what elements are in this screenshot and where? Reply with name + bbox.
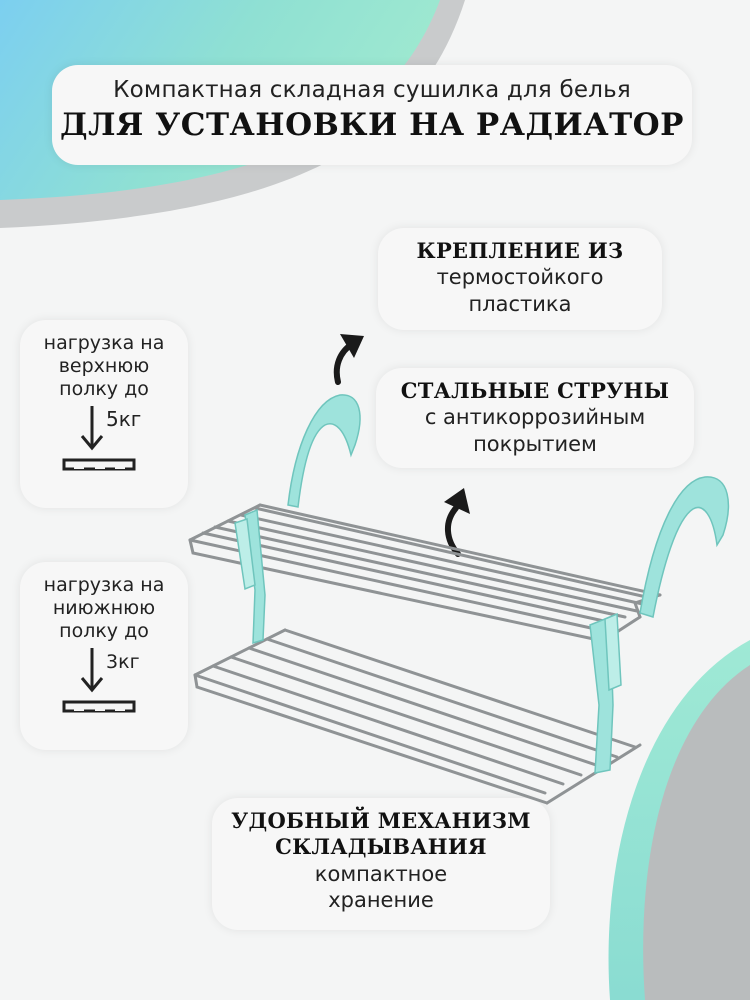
upper-load-weight: 5кг — [106, 407, 142, 432]
folding-title-2: СКЛАДЫВАНИЯ — [275, 834, 487, 860]
lower-load-weight: 3кг — [106, 651, 140, 674]
strings-line2: покрытием — [473, 431, 597, 456]
lower-load-line1: нагрузка на — [43, 574, 165, 596]
mounting-line1: термостойкого — [436, 265, 604, 290]
header-card — [52, 65, 692, 165]
right-plastic-frame — [590, 477, 728, 773]
header-subtitle: Компактная складная сушилка для белья — [113, 77, 631, 103]
upper-load-card — [20, 320, 188, 508]
mounting-feature-card — [378, 228, 662, 330]
weight-on-shelf-icon — [54, 402, 154, 474]
folding-line1: компактное — [314, 861, 448, 886]
curved-arrow-icon — [322, 326, 372, 386]
strings-line1: с антикоррозийным — [424, 405, 646, 430]
lower-load-card — [20, 562, 188, 750]
radiator-dryer-illustration — [185, 385, 750, 805]
upper-load-line3: полку до — [59, 377, 149, 400]
mounting-line2: пластика — [468, 291, 572, 316]
mounting-title: КРЕПЛЕНИЕ ИЗ — [416, 238, 624, 263]
folding-title-1: УДОБНЫЙ МЕХАНИЗМ — [231, 808, 531, 833]
header-title: ДЛЯ УСТАНОВКИ НА РАДИАТОР — [60, 107, 684, 143]
weight-on-shelf-icon — [54, 644, 154, 716]
strings-title: СТАЛЬНЫЕ СТРУНЫ — [400, 378, 670, 403]
folding-feature-card — [212, 798, 550, 930]
lower-load-line3: полку до — [59, 619, 149, 642]
folding-line2: хранение — [328, 887, 434, 912]
upper-load-line2: верхнюю — [58, 354, 150, 377]
lower-load-line2: ниюжнюю — [52, 596, 156, 619]
upper-load-line1: нагрузка на — [43, 332, 165, 354]
